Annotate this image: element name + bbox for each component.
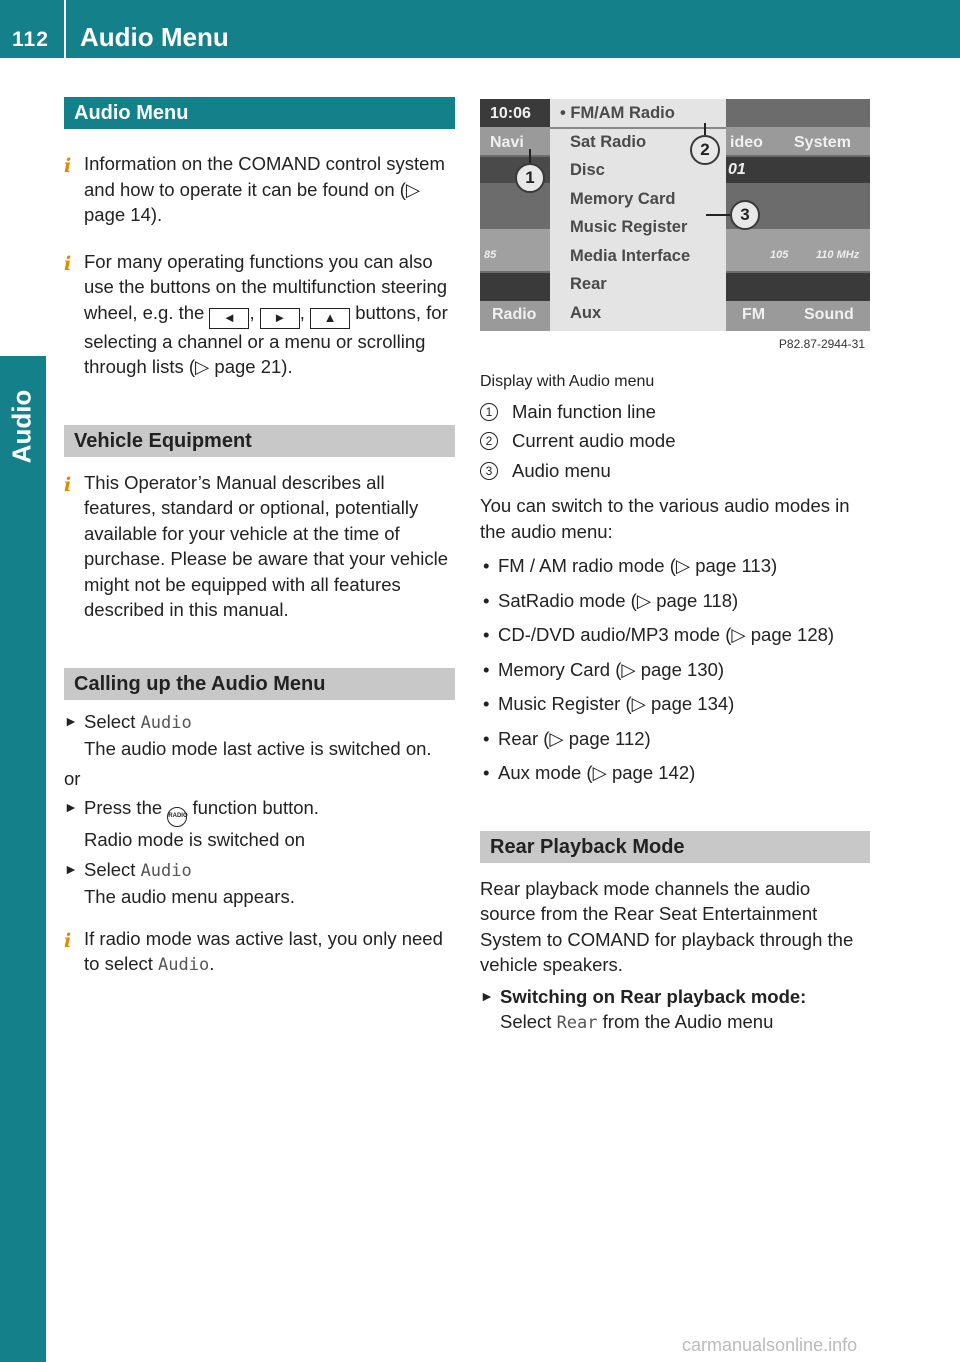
legend-item: 3 Audio menu: [480, 458, 870, 484]
menu-item-ref: Audio: [140, 712, 192, 733]
section-heading-vehicle-equipment: Vehicle Equipment: [64, 425, 455, 457]
list-item: • Rear (▷ page 112): [483, 727, 651, 749]
callout-2: 2: [690, 135, 720, 165]
rear-playback-text: Rear playback mode channels the audio source from the Rear Seat Entertainment System to COMAND for playback through the vehicle speakers.: [480, 877, 854, 975]
info-icon: i: [64, 252, 72, 275]
header-bar: [0, 0, 960, 58]
right-column: [480, 369, 870, 1037]
legend-item: 2 Current audio mode: [480, 428, 870, 454]
section-heading-rear-playback: Rear Playback Mode: [480, 831, 870, 863]
instruction-step: ► Select Audio The audio mode last active is switched on.: [64, 710, 432, 759]
header-divider: [64, 0, 66, 58]
display-menu-item: Aux: [570, 304, 602, 322]
info-icon: i: [64, 155, 72, 177]
step-arrow-icon: ►: [480, 987, 494, 1004]
instruction-step: ► Select Audio The audio menu appears.: [64, 858, 295, 907]
info-text: This Operator’s Manual describes all features, standard or optional, potentially available for your vehicle at the time of purchase. Please be aware that your vehicle might not be equipped with all features described in this manual.: [84, 471, 449, 620]
legend-number: 1: [480, 403, 498, 421]
info-text: buttons, for selecting a channel or a menu or scrolling through lists (▷ page 21).: [84, 301, 448, 377]
callout-3: 3: [730, 200, 760, 230]
display-track: 01: [728, 161, 746, 178]
list-item: • FM / AM radio mode (▷ page 113): [483, 555, 778, 576]
list-item: • Memory Card (▷ page 130): [483, 658, 725, 680]
comand-display-image: [480, 99, 870, 357]
figure-reference: P82.87-2944-31: [778, 337, 865, 351]
left-column: [64, 97, 455, 979]
list-item: • Aux mode (▷ page 142): [483, 762, 696, 783]
figure-caption: Display with Audio menu: [480, 373, 655, 390]
display-menu-item: Disc: [570, 161, 605, 179]
info-note: [64, 470, 455, 623]
section-heading-calling-up: Calling up the Audio Menu: [64, 668, 455, 700]
mode-list: [480, 553, 870, 786]
display-fm: FM: [742, 306, 766, 323]
menu-item-ref: Audio: [158, 955, 210, 975]
menu-item-ref: Rear: [556, 1013, 598, 1033]
info-note: i For many operating functions you can also use the buttons on the multifunction steering wheel, e.g. the ◄ , ► , ▲ buttons, for selecting a channel or a menu or scrolling through lists (▷ page 21).: [64, 250, 448, 377]
info-text: Information on the COMAND control system and how to operate it can be found on (▷ page 14).: [84, 153, 445, 225]
display-menu-item: Music Register: [570, 218, 688, 236]
list-item: • SatRadio mode (▷ page 118): [483, 589, 739, 611]
radio-button-icon: RADIO: [167, 807, 187, 827]
legend-number: 2: [480, 432, 498, 450]
callout-1: 1: [515, 163, 545, 193]
up-arrow-key-icon: ▲: [310, 308, 350, 329]
page-title: Audio Menu: [80, 22, 229, 52]
instruction-step: ► Switching on Rear playback mode: Select Rear from the Audio menu: [480, 985, 807, 1033]
section-heading-audio-menu: Audio Menu: [64, 97, 455, 129]
display-radio: Radio: [492, 306, 537, 323]
info-text: For many operating functions you can also use the buttons on the multifunction steering wheel, e.g. the: [84, 250, 448, 323]
info-icon: i: [64, 929, 72, 952]
display-system: System: [794, 134, 851, 151]
or-text: or: [64, 767, 81, 789]
menu-item-ref: Audio: [140, 860, 192, 881]
display-sound: Sound: [804, 306, 854, 323]
list-item: • Music Register (▷ page 134): [483, 693, 735, 714]
page-number: 112: [12, 28, 49, 51]
intro-text: You can switch to the various audio modes in the audio menu:: [480, 495, 850, 542]
list-item: • CD-/DVD audio/MP3 mode (▷ page 128): [483, 624, 835, 645]
display-scale-left: 85: [484, 249, 497, 261]
display-menu-item: Media Interface: [570, 247, 691, 265]
side-tab-label-wrap: [2, 356, 42, 506]
step-arrow-icon: ►: [64, 712, 78, 729]
instruction-step: ► Press the RADIO function button. Radio mode is switched on: [64, 797, 319, 850]
legend: [480, 399, 870, 484]
legend-item: 1 Main function line: [480, 399, 870, 425]
display-menu-item: Memory Card: [570, 190, 676, 208]
display-menu-item: • FM/AM Radio: [560, 104, 675, 122]
info-icon: i: [64, 473, 72, 496]
side-tab-label: Audio: [6, 389, 37, 464]
display-video: ideo: [730, 134, 763, 151]
side-tab: [0, 356, 46, 1362]
display-navi: Navi: [490, 134, 524, 151]
step-arrow-icon: ►: [64, 860, 78, 877]
display-time: 10:06: [490, 105, 531, 122]
right-arrow-key-icon: ►: [260, 308, 300, 329]
footer-watermark: carmanualsonline.info: [682, 1335, 858, 1355]
display-scale-mid: 105: [770, 249, 789, 261]
display-scale-right: 110 MHz: [816, 249, 860, 261]
callout-lines: [480, 99, 870, 331]
display-menu-item: Sat Radio: [570, 133, 647, 151]
legend-number: 3: [480, 462, 498, 480]
info-note: [64, 151, 455, 228]
step-arrow-icon: ►: [64, 799, 78, 815]
display-menu-item: Rear: [570, 275, 607, 293]
left-arrow-key-icon: ◄: [209, 308, 249, 329]
info-note: i If radio mode was active last, you only need to select Audio.: [64, 927, 443, 975]
